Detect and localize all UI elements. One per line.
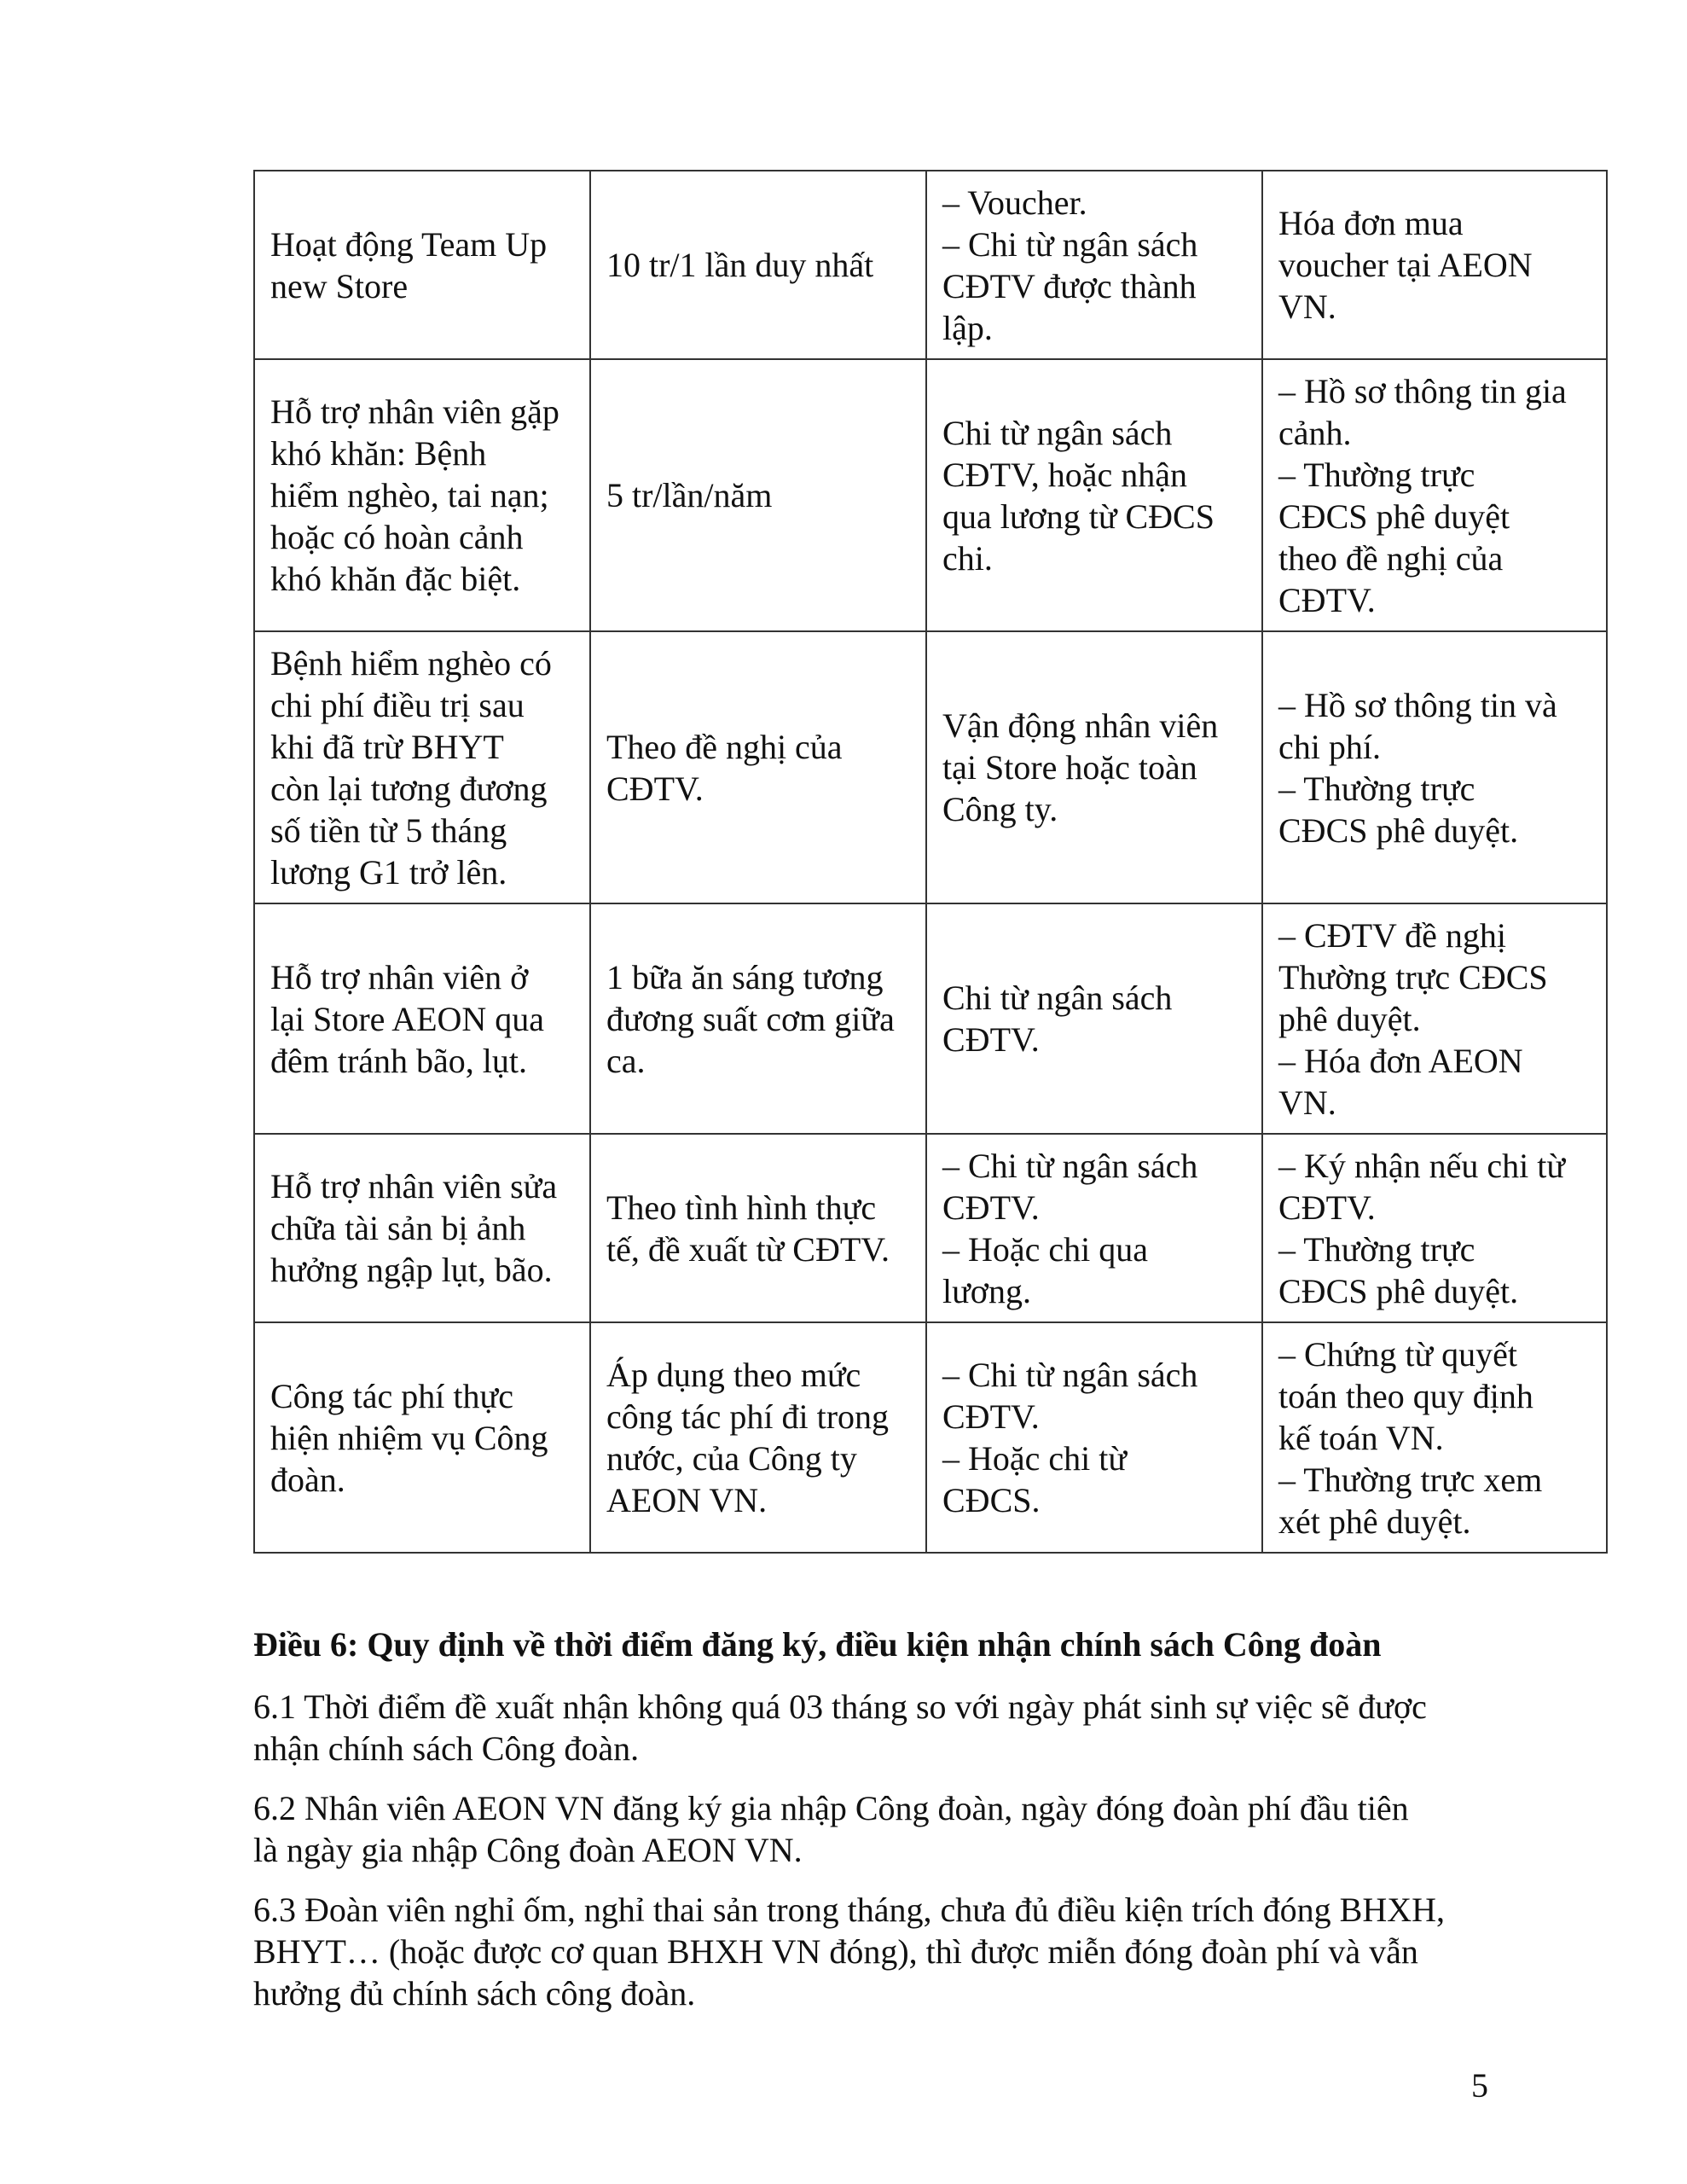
table-row [254,1322,1607,1553]
table-cell-documents: – Hồ sơ thông tin và chi phí. – Thường trực CĐCS phê duyệt. [1262,631,1607,903]
page-number: 5 [1471,2066,1488,2105]
table-cell-activity: Hỗ trợ nhân viên gặp khó khăn: Bệnh hiểm nghèo, tai nạn; hoặc có hoàn cảnh khó khăn đặc biệt. [254,359,590,631]
table-row [254,171,1607,359]
table-cell-documents: – Chứng từ quyết toán theo quy định kế toán VN. – Thường trực xem xét phê duyệt. [1262,1322,1607,1553]
article-6-paragraph-3: 6.3 Đoàn viên nghỉ ốm, nghỉ thai sản trong tháng, chưa đủ điều kiện trích đóng BHXH, BHYT… (hoặc được cơ quan BHXH VN đóng), thì được miễn đóng đoàn phí và vẫn hưởng đủ chính sách công đoàn. [253,1891,1446,2013]
table-cell-documents: – Hồ sơ thông tin gia cảnh. – Thường trực CĐCS phê duyệt theo đề nghị của CĐTV. [1262,359,1607,631]
table-cell-funding: – Chi từ ngân sách CĐTV. – Hoặc chi từ CĐCS. [926,1322,1262,1553]
table-cell-activity: Hoạt động Team Up new Store [254,171,590,359]
table-row [254,1134,1607,1322]
table-cell-activity: Hỗ trợ nhân viên sửa chữa tài sản bị ảnh hưởng ngập lụt, bão. [254,1134,590,1322]
table-cell-activity: Công tác phí thực hiện nhiệm vụ Công đoàn. [254,1322,590,1553]
article-6-paragraph-2: 6.2 Nhân viên AEON VN đăng ký gia nhập Công đoàn, ngày đóng đoàn phí đầu tiên là ngày gia nhập Công đoàn AEON VN. [253,1789,1409,1869]
table-cell-funding: Vận động nhân viên tại Store hoặc toàn Công ty. [926,631,1262,903]
table-cell-funding: – Chi từ ngân sách CĐTV. – Hoặc chi qua lương. [926,1134,1262,1322]
table-cell-funding: Chi từ ngân sách CĐTV, hoặc nhận qua lương từ CĐCS chi. [926,359,1262,631]
table-cell-funding: – Voucher. – Chi từ ngân sách CĐTV được thành lập. [926,171,1262,359]
table-cell-documents: Hóa đơn mua voucher tại AEON VN. [1262,171,1607,359]
table-cell-activity: Hỗ trợ nhân viên ở lại Store AEON qua đêm tránh bão, lụt. [254,903,590,1134]
table-cell-funding: Chi từ ngân sách CĐTV. [926,903,1262,1134]
table-cell-amount: 10 tr/1 lần duy nhất [590,171,926,359]
table-row [254,359,1607,631]
table-cell-amount: 1 bữa ăn sáng tương đương suất cơm giữa ca. [590,903,926,1134]
table-row [254,631,1607,903]
table-cell-amount: 5 tr/lần/năm [590,359,926,631]
table-row [254,903,1607,1134]
article-6-heading: Điều 6: Quy định về thời điểm đăng ký, điều kiện nhận chính sách Công đoàn [253,1625,1382,1664]
union-policy-table [253,170,1608,1554]
table-cell-documents: – Ký nhận nếu chi từ CĐTV. – Thường trực CĐCS phê duyệt. [1262,1134,1607,1322]
table-cell-amount: Theo đề nghị của CĐTV. [590,631,926,903]
table-cell-amount: Theo tình hình thực tế, đề xuất từ CĐTV. [590,1134,926,1322]
article-6-paragraph-1: 6.1 Thời điểm đề xuất nhận không quá 03 tháng so với ngày phát sinh sự việc sẽ được nhận chính sách Công đoàn. [253,1687,1427,1768]
table-cell-documents: – CĐTV đề nghị Thường trực CĐCS phê duyệt. – Hóa đơn AEON VN. [1262,903,1607,1134]
table-cell-amount: Áp dụng theo mức công tác phí đi trong nước, của Công ty AEON VN. [590,1322,926,1553]
table-cell-activity: Bệnh hiểm nghèo có chi phí điều trị sau khi đã trừ BHYT còn lại tương đương số tiền từ 5 tháng lương G1 trở lên. [254,631,590,903]
